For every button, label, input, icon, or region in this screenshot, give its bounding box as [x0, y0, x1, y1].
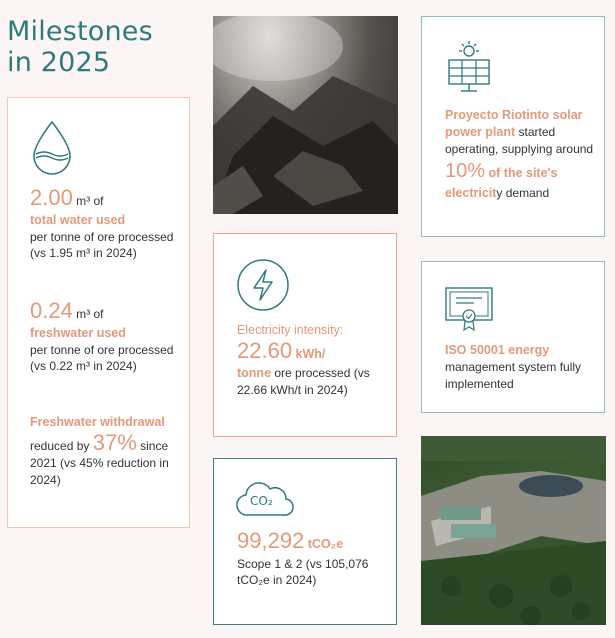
- solar-card: [421, 16, 605, 237]
- co2-value: 99,292: [237, 528, 305, 553]
- total-water-value: 2.00: [30, 185, 73, 210]
- freshwater-value: 0.24: [30, 298, 73, 323]
- electricity-text: [237, 322, 387, 399]
- page-title: [7, 16, 153, 78]
- total-water-desc: per tonne of ore processed (vs 1.95 m³ in 2024): [30, 230, 174, 260]
- water-drop-icon: [30, 120, 74, 181]
- electricity-desc: ore processed (vs 22.66 kWh/t in 2024): [237, 366, 370, 397]
- withdrawal-desc: since 2021 (vs 45% reduction in 2024): [30, 439, 169, 487]
- aerial-site-photo: [421, 436, 606, 625]
- co2-icon-label: CO₂: [250, 494, 273, 508]
- iso-text: [445, 342, 597, 393]
- lightning-bolt-icon: [236, 258, 290, 317]
- total-water-stat: [30, 186, 180, 261]
- solar-share-value: 10%: [445, 160, 486, 182]
- solar-text: [445, 107, 597, 203]
- co2-card: [213, 458, 397, 625]
- electricity-label: Electricity intensity:: [237, 323, 344, 337]
- freshwater-label: freshwater used: [30, 326, 126, 340]
- withdrawal-label: Freshwater withdrawal: [30, 415, 165, 429]
- withdrawal-stat: [30, 414, 180, 489]
- freshwater-stat: [30, 299, 180, 374]
- solar-plant-name: Proyecto Riotinto solar power plant: [445, 108, 583, 139]
- freshwater-desc: per tonne of ore processed (vs 0.22 m³ in 2024): [30, 343, 174, 373]
- electricity-card: [213, 233, 397, 437]
- co2-text: [237, 529, 389, 588]
- iso-card: [421, 261, 605, 413]
- co2-desc: Scope 1 & 2 (vs 105,076 tCO₂e in 2024): [237, 557, 369, 587]
- solar-panel-icon: [444, 41, 494, 98]
- withdrawal-mid: reduced by: [30, 439, 93, 453]
- co2-unit: tCO₂e: [304, 537, 344, 551]
- electricity-unit: kWh/: [292, 347, 326, 361]
- iso-desc: management system fully implemented: [445, 360, 582, 391]
- solar-share-tail: y demand: [496, 186, 550, 200]
- rocks-spray-photo: [213, 16, 398, 214]
- total-water-label: total water used: [30, 213, 126, 227]
- solar-share-label: of the site's electricit: [445, 166, 558, 200]
- electricity-value: 22.60: [237, 338, 293, 363]
- water-card: [7, 97, 190, 528]
- cloud-co2-icon: [236, 479, 294, 524]
- title-line-1: Milestones: [7, 16, 153, 47]
- solar-desc: started operating, supplying around: [445, 125, 594, 156]
- certificate-icon: [444, 286, 494, 337]
- total-water-unit: m³ of: [72, 194, 104, 208]
- freshwater-unit: m³ of: [72, 307, 104, 321]
- withdrawal-value: 37%: [92, 430, 137, 455]
- title-line-2: in 2025: [7, 47, 111, 78]
- electricity-unit-2: tonne: [237, 366, 272, 380]
- iso-label: ISO 50001 energy: [445, 343, 550, 357]
